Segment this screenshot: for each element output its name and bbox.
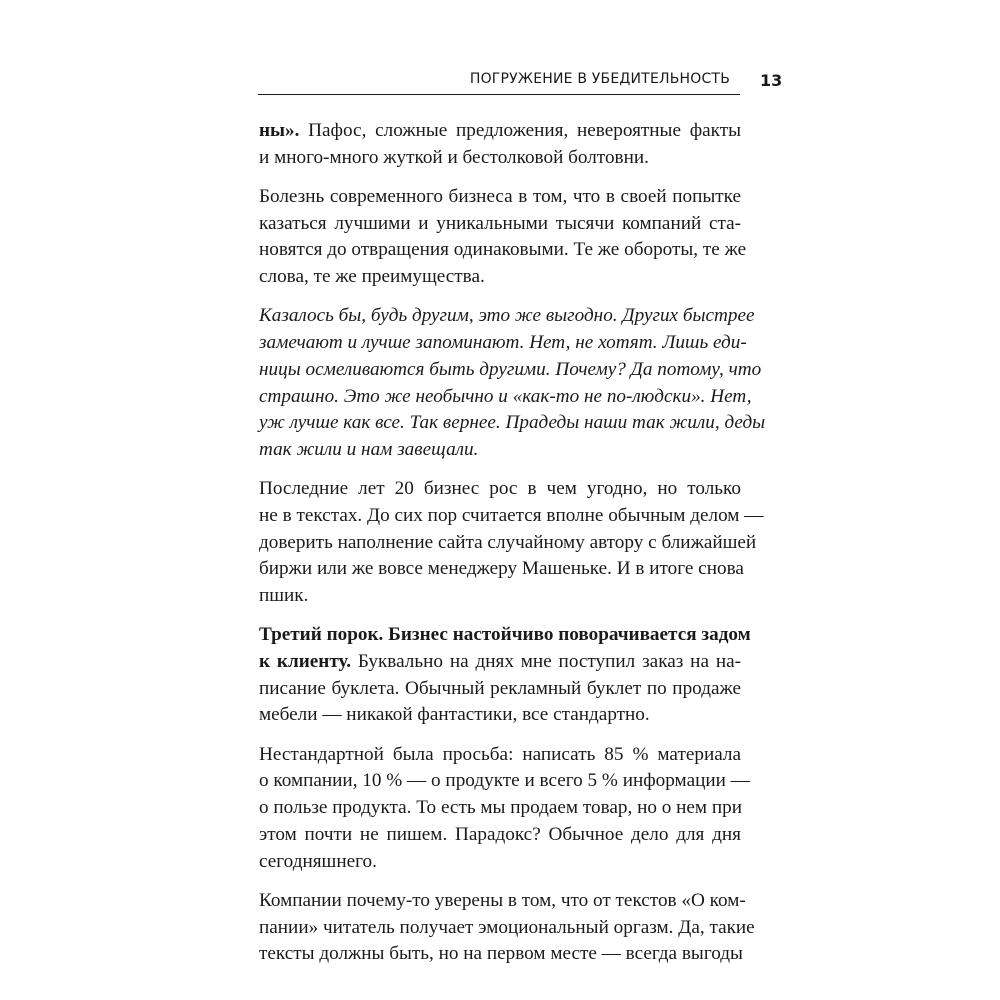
text-line: биржи или же вовсе менеджеру Машеньке. И в итоге снова — [259, 558, 744, 580]
text-line: так жили и нам завещали. — [259, 438, 479, 460]
bold-fragment: Третий порок. Бизнес настойчиво поворачивается задом — [259, 624, 751, 646]
text-line — [259, 649, 741, 676]
running-head — [258, 68, 740, 95]
text-line: и много-много жуткой и бестолковой болтовни. — [259, 146, 649, 168]
text-line: о компании, 10 % — о продукте и всего 5 % информации — — [259, 770, 750, 792]
text-line: писание буклета. Обычный рекламный буклет по продаже — [259, 677, 741, 699]
text-line: Нестандартной была просьба: написать 85 % материала — [259, 743, 741, 765]
text-line: сегодняшнего. — [259, 850, 377, 872]
text-line: Болезнь современного бизнеса в том, что в своей попытке — [259, 186, 741, 207]
text-line: тексты должны быть, но на первом месте — всегда выгоды — [259, 943, 743, 965]
text-line — [259, 118, 741, 145]
text-line: слова, те же преимущества. — [259, 266, 485, 288]
text-line: Компании почему-то уверены в том, что от текстов «О ком- — [259, 889, 746, 911]
italic-paragraph — [259, 303, 766, 463]
text-line: о пользе продукта. То есть мы продаем товар, но о нем при — [259, 797, 742, 819]
text-line: замечают и лучше запоминают. Нет, не хотят. Лишь еди- — [259, 332, 747, 354]
text-fragment: Буквально на днях мне поступил заказ на на- — [351, 651, 741, 673]
text-line — [259, 622, 751, 649]
text-line: новятся до отвращения одинаковыми. Те же обороты, те же — [259, 239, 747, 261]
text-line: казаться лучшими и уникальными тысячи компаний ста- — [259, 212, 741, 234]
page-number: 13 — [760, 71, 783, 90]
paragraph — [259, 476, 764, 610]
paragraph — [259, 888, 755, 968]
paragraph — [259, 184, 747, 291]
text-fragment: Пафос, сложные предложения, невероятные факты — [299, 120, 741, 141]
text-line: мебели — никакой фантастики, все стандартно. — [259, 704, 650, 726]
text-line: этом почти не пишем. Парадокс? Обычное дело для дня — [259, 823, 741, 845]
bold-fragment: к клиенту. — [259, 651, 351, 673]
paragraph — [259, 118, 741, 171]
text-line: доверить наполнение сайта случайному автору с ближайшей — [259, 531, 757, 553]
text-line: ницы осмеливаются быть другими. Почему? Да потому, что — [259, 358, 762, 380]
text-line: Казалось бы, будь другим, это же выгодно. Других быстрее — [259, 305, 755, 327]
body-text — [259, 118, 766, 981]
paragraph — [259, 622, 751, 729]
paragraph — [259, 742, 750, 876]
bold-fragment: ны». — [259, 120, 300, 141]
text-line: Последние лет 20 бизнес рос в чем угодно, но только — [259, 478, 741, 500]
text-line: не в текстах. До сих пор считается вполне обычным делом — — [259, 504, 764, 526]
text-line: пшик. — [259, 585, 309, 607]
running-title: ПОГРУЖЕНИЕ В УБЕДИТЕЛЬНОСТЬ — [469, 71, 730, 87]
text-line: уж лучше как все. Так вернее. Прадеды наши так жили, деды — [259, 412, 766, 434]
text-line: пании» читатель получает эмоциональный оргазм. Да, такие — [259, 916, 755, 938]
text-line: страшно. Это же необычно и «как-то не по-людски». Нет, — [259, 385, 752, 407]
